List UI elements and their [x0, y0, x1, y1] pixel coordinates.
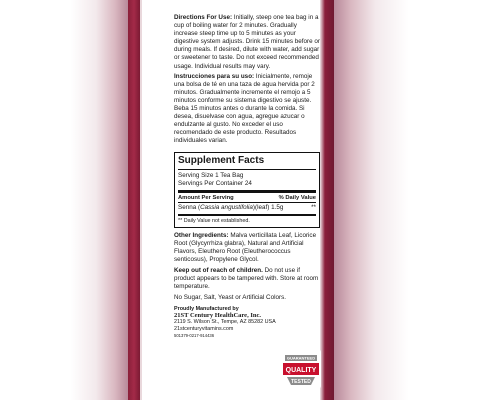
instrucciones-paragraph [174, 73, 320, 146]
instrucciones-text: Inicialmente, remoje una bolsa de té en una taza de agua hervida por 2 minutos. Gradualmente incremente el remojo a 5 minutos conforme su sistema digestivo se ajuste. Beba 15 minutos antes o durante la comida. Si desea, disuelvase con agua, agregue azucar o endulzante al gusto. No exceder el uso recomendado de este producto. Resultados individuales varian. [174, 72, 315, 145]
divider-thick [178, 190, 316, 193]
manufacturer-company: 21ST Century HealthCare, Inc. [174, 311, 261, 319]
daily-value-label: % Daily Value [278, 194, 316, 201]
directions-text: Initially, steep one tea bag in a cup of boiling water for 2 minutes. Gradually increase steep time up to 5 minutes as your digestive system adjusts. Drink 15 minutes before or during meals. If desired, dilute with water, add sugar or sweetener to taste. Do not exceed recommended usage. Individual results may vary. [174, 14, 320, 70]
daily-value-footnote: ** Daily Value not established. [178, 217, 250, 224]
other-ingredients-heading: Other Ingredients: [174, 231, 229, 239]
badge-bottom-text: TESTED [291, 379, 311, 385]
warning-text: Do not use if product appears to be tampered with. Store at room temperature. [174, 266, 319, 291]
directions-heading: Directions For Use: [174, 14, 233, 21]
manufacturer-block [174, 306, 278, 339]
supplement-facts-title: Supplement Facts [178, 155, 316, 170]
ingredient-name: Senna ( [178, 203, 201, 211]
ingredient-row [178, 203, 316, 212]
ingredient-text [178, 203, 283, 212]
badge-middle-text: QUALITY [285, 367, 317, 374]
manufacturer-address: 2119 S. Wilson St., Tempe, AZ 85282 USA [174, 319, 276, 326]
product-code: 501379-0217-914436 [174, 332, 215, 338]
manufacturer-website: 21stcenturyvitamins.com [174, 326, 234, 333]
box-right-stripe [320, 0, 334, 400]
facts-header-row [178, 194, 316, 202]
quality-tested-badge-icon [281, 349, 321, 389]
badge-top-text: GUARANTEED [286, 355, 316, 361]
supplement-facts-box [174, 152, 320, 228]
box-left-edge [0, 0, 128, 400]
label-content [174, 14, 320, 339]
amount-per-serving-label: Amount Per Serving [178, 194, 234, 201]
other-ingredients-paragraph [174, 232, 320, 264]
serving-size: Serving Size 1 Tea Bag [178, 171, 244, 179]
ingredient-dv: ** [311, 203, 316, 211]
ingredient-latin: Cassia angustifolia [200, 203, 253, 211]
other-ingredients-text: Malva verticillata Leaf, Licorice Root (Glycyrrhiza glabra), Natural and Artificial Flavors, Eleuthero Root (Eleutherococcus senticosus), Propylene Glycol. [174, 231, 317, 263]
warning-paragraph [174, 267, 320, 291]
directions-paragraph [174, 14, 320, 71]
divider-bottom [178, 214, 316, 216]
ingredient-part: )(leaf) 1.5g [252, 203, 284, 211]
box-right-edge [334, 0, 500, 400]
warning-heading: Keep out of reach of children. [174, 266, 263, 274]
instrucciones-heading: Instrucciones para su uso: [174, 72, 255, 80]
no-sugar-statement: No Sugar, Salt, Yeast or Artificial Colors. [174, 294, 286, 302]
manufacturer-label: Proudly Manufactured by [174, 306, 239, 313]
servings-per-container: Servings Per Container 24 [178, 179, 252, 187]
box-left-stripe [128, 0, 140, 400]
